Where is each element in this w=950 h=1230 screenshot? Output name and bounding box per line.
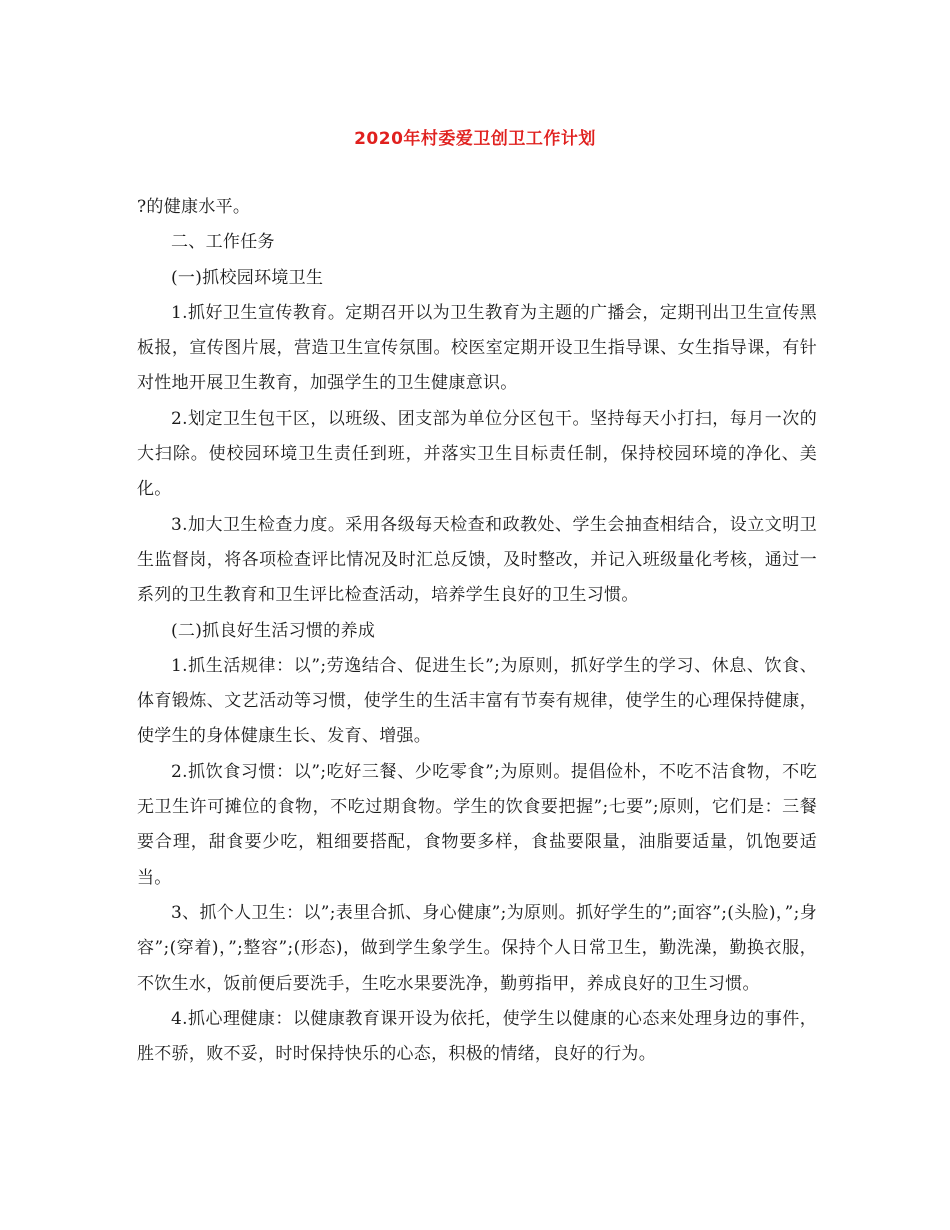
document-body <box>137 190 817 1072</box>
paragraph-item: 3.加大卫生检查力度。采用各级每天检查和政教处、学生会抽查相结合，设立文明卫生监督岗，将各项检查评比情况及时汇总反馈，及时整改，并记入班级量化考核，通过一系列的卫生教育和卫生评比检查活动，培养学生良好的卫生习惯。 <box>137 514 817 606</box>
subsection-heading-campus: (一)抓校园环境卫生 <box>171 267 324 288</box>
paragraph-item: 1.抓生活规律：以”;劳逸结合、促进生长”;为原则，抓好学生的学习、休息、饮食、体育锻炼、文艺活动等习惯，使学生的生活丰富有节奏有规律，使学生的心理保持健康，使学生的身体健康生长、发育、增强。 <box>137 655 817 747</box>
paragraph-item: 4.抓心理健康：以健康教育课开设为依托，使学生以健康的心态来处理身边的事件，胜不骄，败不妥，时时保持快乐的心态，积极的情绪，良好的行为。 <box>137 1008 817 1065</box>
section-heading-tasks: 二、工作任务 <box>171 232 275 253</box>
paragraph-item: 1.抓好卫生宣传教育。定期召开以为卫生教育为主题的广播会，定期刊出卫生宣传黑板报，宣传图片展，营造卫生宣传氛围。校医室定期开设卫生指导课、女生指导课，有针对性地开展卫生教育，加强学生的卫生健康意识。 <box>137 302 817 394</box>
paragraph-item: 3、抓个人卫生：以”;表里合抓、身心健康”;为原则。抓好学生的”;面容”;(头脸)，”;身容”;(穿着)，”;整容”;(形态)，做到学生象学生。保持个人日常卫生，勤洗澡，勤换衣服，不饮生水，饭前便后要洗手，生吃水果要洗净，勤剪指甲，养成良好的卫生习惯。 <box>137 902 817 994</box>
paragraph-0: ?的健康水平。 <box>137 197 251 217</box>
paragraph-item: 2.抓饮食习惯：以”;吃好三餐、少吃零食”;为原则。提倡俭朴，不吃不洁食物，不吃无卫生许可摊位的食物，不吃过期食物。学生的饮食要把握”;七要”;原则，它们是：三餐要合理，甜食要少吃，粗细要搭配，食物要多样，食盐要限量，油脂要适量，饥饱要适当。 <box>137 761 817 888</box>
document-title: 2020年村委爱卫创卫工作计划 <box>354 129 596 149</box>
paragraph-item: 2.划定卫生包干区，以班级、团支部为单位分区包干。坚持每天小打扫，每月一次的大扫除。使校园环境卫生责任到班，并落实卫生目标责任制，保持校园环境的净化、美化。 <box>137 408 817 500</box>
subsection-heading-habits: (二)抓良好生活习惯的养成 <box>171 620 376 641</box>
